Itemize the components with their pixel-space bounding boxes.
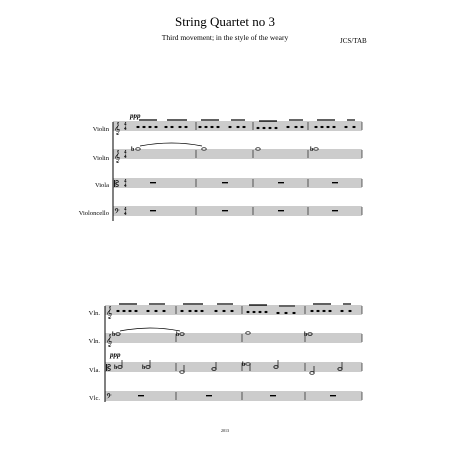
staff-vla <box>105 360 362 374</box>
svg-text:b: b <box>242 362 246 368</box>
alto-clef-icon: 𝄡 <box>114 180 120 190</box>
svg-text:4: 4 <box>124 212 127 217</box>
staff-vln-2 <box>105 328 362 347</box>
svg-text:b: b <box>310 147 314 153</box>
staff-vln-1 <box>105 304 362 319</box>
treble-clef-icon: 𝄞 <box>114 122 121 135</box>
staff-viola <box>113 178 362 190</box>
dynamic-marking: ppp <box>130 112 141 120</box>
alto-clef-icon: 𝄡 <box>106 364 112 374</box>
notes-violin-2 <box>136 143 318 150</box>
staff-vlc <box>105 392 362 403</box>
score-title: String Quartet no 3 <box>174 14 275 29</box>
rests-vlc <box>138 395 336 397</box>
treble-clef-icon: 𝄞 <box>106 334 113 347</box>
svg-text:4: 4 <box>124 184 127 189</box>
staff-violin-2 <box>113 143 362 163</box>
instrument-label-violin-2: Violin <box>92 155 109 162</box>
notes-violin-1 <box>136 126 355 129</box>
dynamic-marking: ppp <box>110 351 121 359</box>
svg-text:b: b <box>114 365 118 371</box>
rests-viola <box>150 182 338 184</box>
svg-text:4: 4 <box>124 155 127 160</box>
page-number: 2013 <box>221 428 229 433</box>
svg-text:b: b <box>131 147 135 153</box>
instrument-label-cello: Violoncello <box>78 210 109 217</box>
staff-cello <box>113 207 362 218</box>
staff-violin-1 <box>113 120 362 135</box>
instrument-label-vln-1: Vln. <box>88 310 100 317</box>
svg-text:b: b <box>112 332 116 338</box>
system-1 <box>79 112 362 221</box>
rests-cello <box>150 210 338 212</box>
score-subtitle: Third movement; in the style of the weary <box>161 33 289 42</box>
instrument-label-vlc: Vlc. <box>88 395 100 402</box>
instrument-label-viola: Viola <box>94 182 109 189</box>
svg-text:4: 4 <box>124 207 127 213</box>
instrument-label-vla: Vla. <box>88 367 100 374</box>
instrument-label-vln-2: Vln. <box>88 338 100 345</box>
bass-clef-icon: 𝄢 <box>114 208 120 218</box>
instrument-label-violin-1: Violin <box>92 126 109 133</box>
system-2 <box>89 304 362 403</box>
svg-text:b: b <box>304 332 308 338</box>
composer-credit: JCS/TAB <box>340 37 367 45</box>
treble-clef-icon: 𝄞 <box>106 306 113 319</box>
svg-text:4: 4 <box>124 179 127 185</box>
svg-text:4: 4 <box>124 122 127 128</box>
treble-clef-icon: 𝄞 <box>114 150 121 163</box>
svg-text:b: b <box>142 365 146 371</box>
svg-text:b: b <box>176 332 180 338</box>
svg-text:4: 4 <box>124 127 127 132</box>
svg-text:4: 4 <box>124 150 127 156</box>
notes-vln-2 <box>116 328 312 335</box>
bass-clef-icon: 𝄢 <box>106 393 112 403</box>
